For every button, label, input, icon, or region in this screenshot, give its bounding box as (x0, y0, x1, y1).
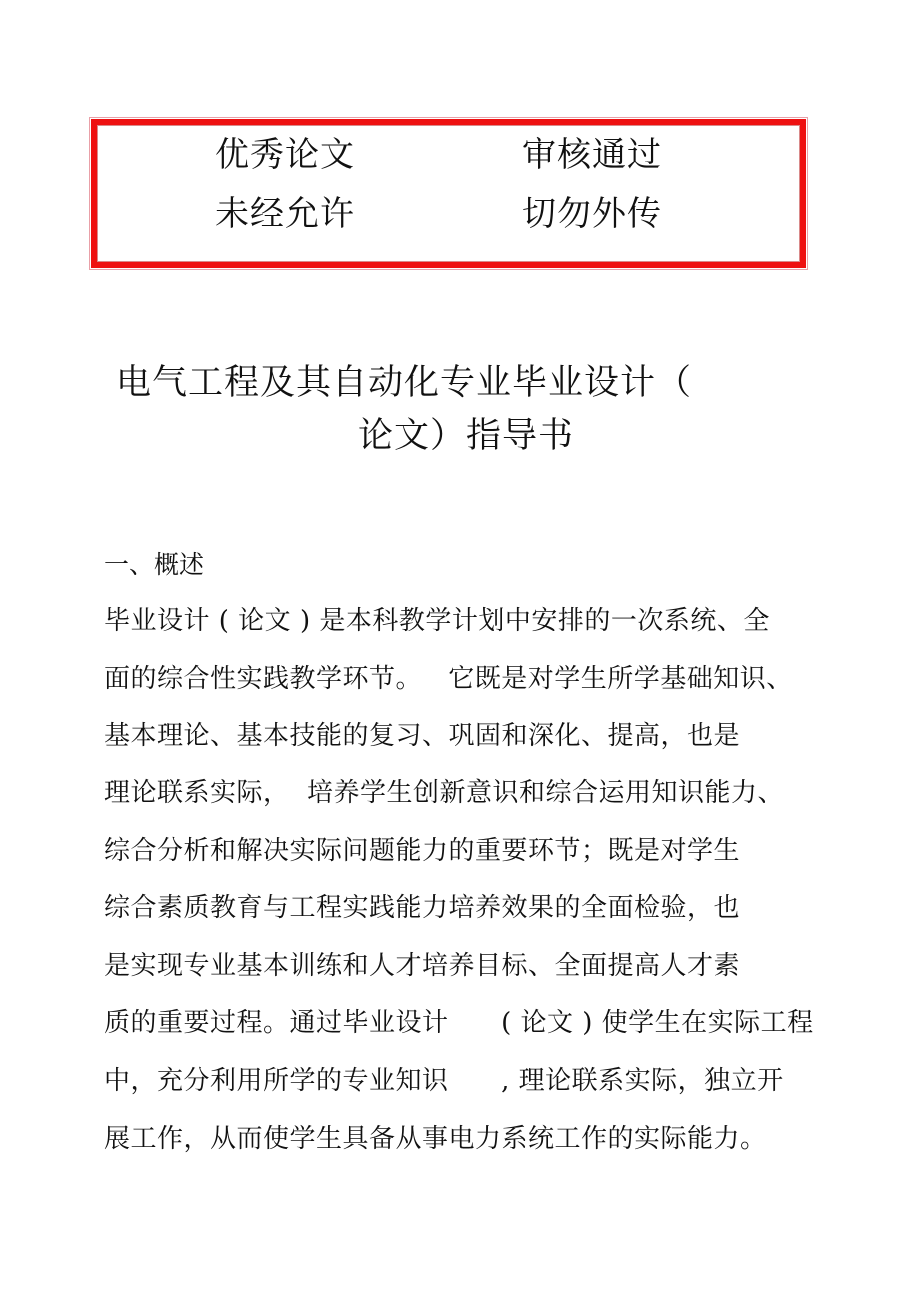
body-text-line: 综合分析和解决实际问题能力的重要环节；既是对学生 (104, 836, 741, 866)
notice-border-inner (97, 125, 800, 262)
body-text-line: 质的重要过程。通过毕业设计 ( 论文 ) 使学生在实际工程 (104, 1008, 814, 1038)
notice-do-not-distribute: 切勿外传 (522, 194, 662, 234)
document-title-line1: 电气工程及其自动化专业毕业设计（ (116, 363, 693, 403)
body-text-line: 中，充分利用所学的专业知识 , 理论联系实际，独立开 (104, 1066, 784, 1096)
notice-stamp-box (89, 117, 808, 270)
document-title-line2: 论文）指导书 (358, 416, 575, 456)
notice-approved: 审核通过 (522, 135, 662, 175)
section-heading-overview: 一、概述 (104, 550, 205, 579)
body-text-line: 展工作，从而使学生具备从事电力系统工作的实际能力。 (104, 1124, 767, 1154)
body-text-line: 面的综合性实践教学环节。 它既是对学生所学基础知识、 (104, 664, 793, 694)
notice-excellent-thesis: 优秀论文 (215, 135, 355, 175)
body-text-line: 理论联系实际， 培养学生创新意识和综合运用知识能力、 (104, 778, 785, 808)
body-text-line: 基本理论、基本技能的复习、巩固和深化、提高，也是 (104, 721, 741, 751)
body-text-line: 是实现专业基本训练和人才培养目标、全面提高人才素 (104, 951, 741, 981)
body-text-line: 毕业设计 ( 论文 ) 是本科教学计划中安排的一次系统、全 (104, 606, 770, 636)
notice-without-permission: 未经允许 (215, 194, 355, 234)
body-text-line: 综合素质教育与工程实践能力培养效果的全面检验，也 (104, 893, 741, 923)
